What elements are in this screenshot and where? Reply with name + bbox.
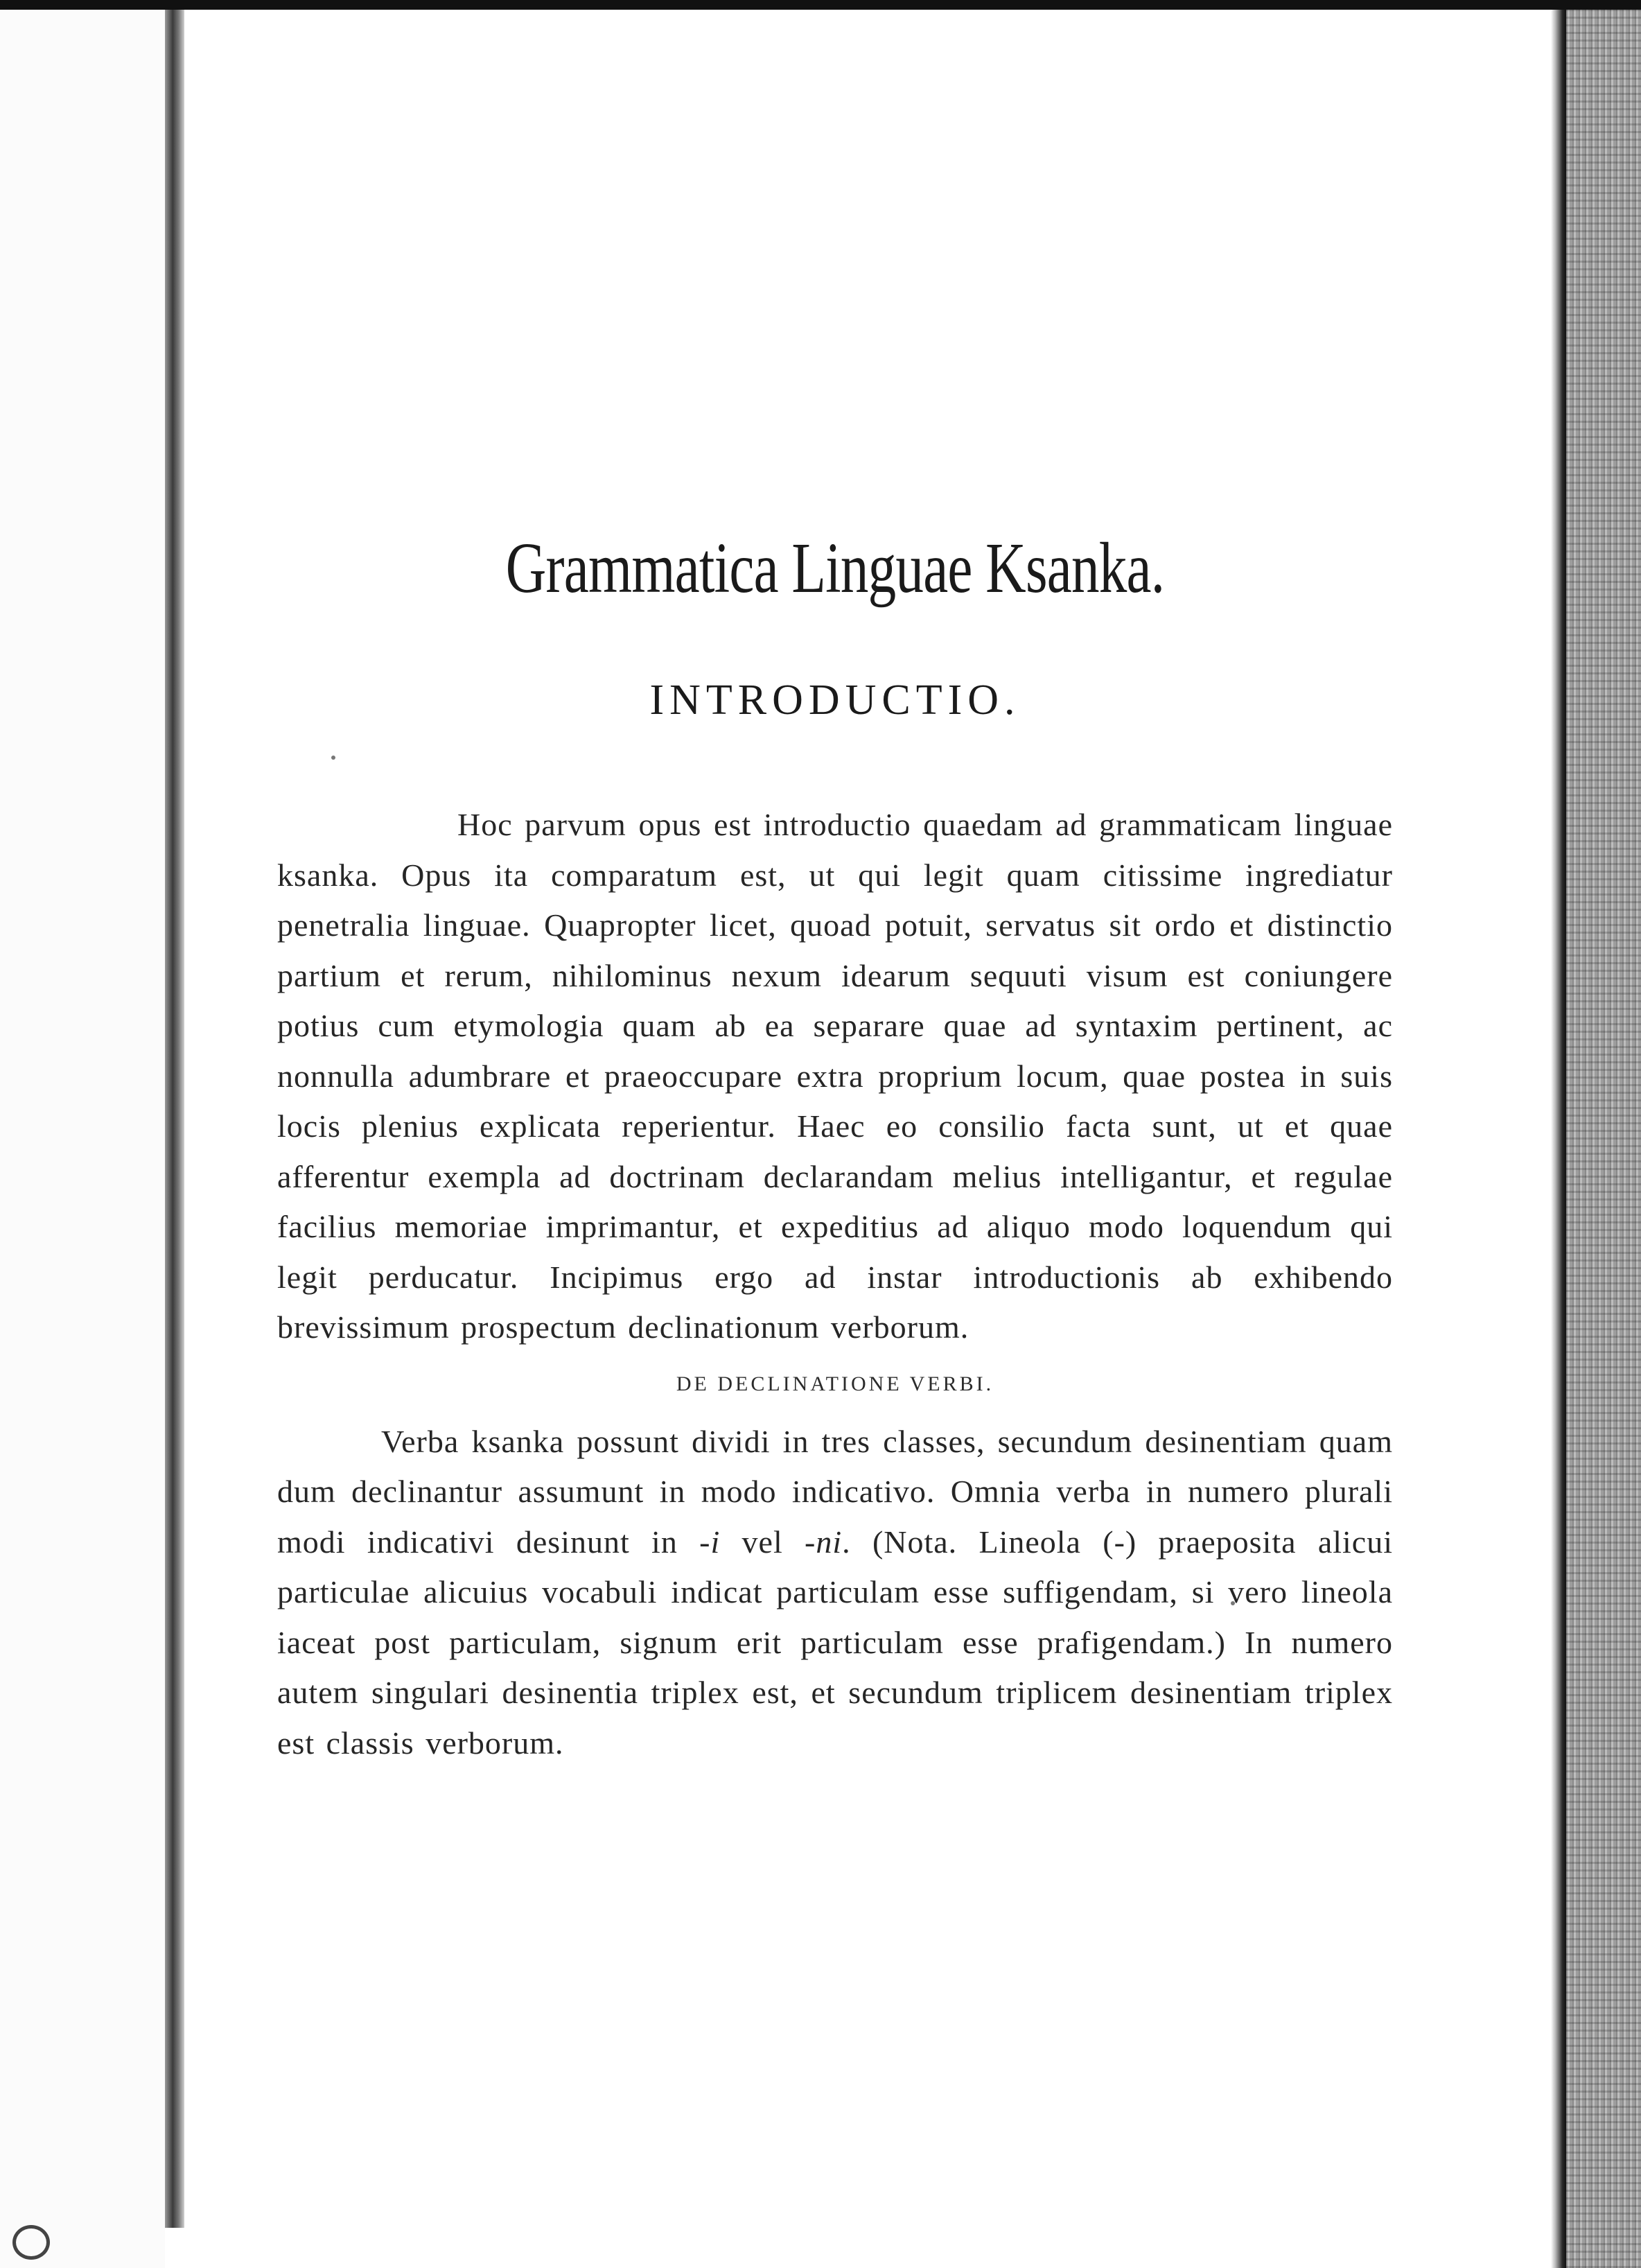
suffix-ni: -ni <box>805 1524 843 1560</box>
section-heading: INTRODUCTIO. <box>649 677 1021 724</box>
right-page-shadow <box>1551 10 1566 2268</box>
body-text-part1: Verba ksanka possunt dividi in tres classes, secundum desinentiam quam dum declinantur assumunt in modo indicativo. Omnia verba in numero plurali modi indicativi desinunt in <box>277 1423 1393 1560</box>
subheading: DE DECLINATIONE VERBI. <box>676 1372 994 1395</box>
right-book-edge <box>1566 10 1641 2268</box>
text-page <box>277 527 1393 1768</box>
body-connector: vel <box>720 1524 805 1560</box>
left-margin-strip <box>0 10 165 2268</box>
intro-paragraph: Hoc parvum opus est introductio quaedam ad grammaticam linguae ksanka. Opus ita comparatum est, ut qui legit quam citissime ingrediatur penetralia linguae. Quapropter licet, quoad potuit, servatus sit ordo et distinctio partium et rerum, nihilominus nexum idearum sequuti visum est coniungere potius cum etymologia quam ab ea separare quae ad syntaxim pertinent, ac nonnulla adumbrare et praeoccupare extra proprium locum, quae postea in suis locis plenius explicata reperientur. Haec eo consilio facta sunt, ut et quae afferentur exempla ad doctrinam declarandam melius intelligantur, et regulae facilius memoriae imprimantur, et expeditius ad aliquo modo loquendum qui legit perducatur. Incipimus ergo ad instar introductionis ab exhibendo brevissimum prospectum declinationum verborum. <box>277 807 1393 1345</box>
suffix-i: -i <box>699 1524 721 1560</box>
body-text-part2: . (Nota. Lineola (-) praeposita alicui particulae alicuius vocabuli indicat particulam esse suffigendam, si vero lineola iaceat post particulam, signum erit particulam esse prafigendam.) In numero autem singulari desinentia triplex est, et secundum triplicem desinentiam triplex est classis verborum. <box>277 1524 1394 1761</box>
body-paragraph <box>277 1417 1393 1769</box>
top-edge-border <box>0 0 1641 10</box>
left-binding-line <box>165 10 184 2228</box>
corner-stamp-icon <box>12 2225 50 2260</box>
page-title: Grammatica Linguae Ksanka. <box>505 528 1165 608</box>
